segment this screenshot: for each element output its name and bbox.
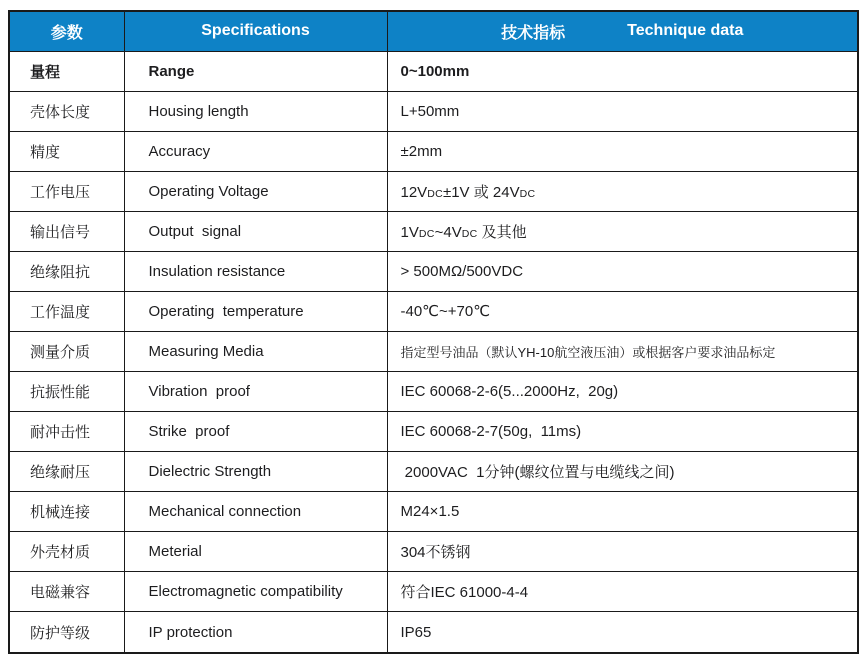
param-cell: 量程: [9, 51, 124, 91]
table-row: [9, 412, 858, 452]
table-row: [9, 51, 858, 91]
value-cell: IP65: [387, 612, 858, 653]
value-cell: 304不锈钢: [387, 532, 858, 572]
value-cell: M24×1.5: [387, 492, 858, 532]
spec-cell: Measuring Media: [124, 331, 387, 371]
param-cell: 绝缘耐压: [9, 452, 124, 492]
header-row: [9, 11, 858, 51]
spec-cell: Operating Voltage: [124, 171, 387, 211]
spec-cell: Insulation resistance: [124, 251, 387, 291]
value-cell: 12VDC±1V 或 24VDC: [387, 171, 858, 211]
param-cell: 工作电压: [9, 171, 124, 211]
spec-cell: Strike proof: [124, 412, 387, 452]
table-row: [9, 532, 858, 572]
table-row: [9, 291, 858, 331]
spec-table-container: [8, 10, 857, 654]
spec-cell: Meterial: [124, 532, 387, 572]
value-cell: -40℃~+70℃: [387, 291, 858, 331]
param-cell: 绝缘阻抗: [9, 251, 124, 291]
header-tech-zh: 技术指标: [501, 24, 566, 42]
param-cell: 电磁兼容: [9, 572, 124, 612]
spec-cell: Vibration proof: [124, 372, 387, 412]
param-cell: 抗振性能: [9, 372, 124, 412]
spec-cell: Electromagnetic compatibility: [124, 572, 387, 612]
param-cell: 精度: [9, 131, 124, 171]
table-row: [9, 372, 858, 412]
header-spec: Specifications: [124, 11, 387, 51]
param-cell: 壳体长度: [9, 91, 124, 131]
value-cell: IEC 60068-2-6(5...2000Hz, 20g): [387, 372, 858, 412]
table-header: [9, 11, 858, 51]
param-cell: 耐冲击性: [9, 412, 124, 452]
spec-cell: Mechanical connection: [124, 492, 387, 532]
param-cell: 外壳材质: [9, 532, 124, 572]
table-row: [9, 612, 858, 653]
spec-cell: Output signal: [124, 211, 387, 251]
param-cell: 输出信号: [9, 211, 124, 251]
table-row: [9, 251, 858, 291]
spec-cell: Housing length: [124, 91, 387, 131]
value-cell: 1VDC~4VDC 及其他: [387, 211, 858, 251]
value-cell: 2000VAC 1分钟(螺纹位置与电缆线之间): [387, 452, 858, 492]
value-cell: IEC 60068-2-7(50g, 11ms): [387, 412, 858, 452]
table-row: [9, 331, 858, 371]
value-cell: 指定型号油品（默认YH-10航空液压油）或根据客户要求油品标定: [387, 331, 858, 371]
table-row: [9, 131, 858, 171]
spec-cell: IP protection: [124, 612, 387, 653]
table-row: [9, 211, 858, 251]
table-row: [9, 572, 858, 612]
table-row: [9, 492, 858, 532]
value-cell: ±2mm: [387, 131, 858, 171]
spec-cell: Range: [124, 51, 387, 91]
value-cell: 0~100mm: [387, 51, 858, 91]
value-cell: > 500MΩ/500VDC: [387, 251, 858, 291]
param-cell: 测量介质: [9, 331, 124, 371]
spec-cell: Accuracy: [124, 131, 387, 171]
spec-cell: Operating temperature: [124, 291, 387, 331]
table-row: [9, 452, 858, 492]
header-tech: [387, 11, 858, 51]
spec-table: [8, 10, 859, 654]
table-body: [9, 51, 858, 653]
param-cell: 防护等级: [9, 612, 124, 653]
table-row: [9, 91, 858, 131]
table-row: [9, 171, 858, 211]
spec-cell: Dielectric Strength: [124, 452, 387, 492]
header-tech-en: Technique data: [627, 22, 744, 40]
value-cell: 符合IEC 61000-4-4: [387, 572, 858, 612]
value-cell: L+50mm: [387, 91, 858, 131]
header-param: 参数: [9, 11, 124, 51]
param-cell: 工作温度: [9, 291, 124, 331]
param-cell: 机械连接: [9, 492, 124, 532]
